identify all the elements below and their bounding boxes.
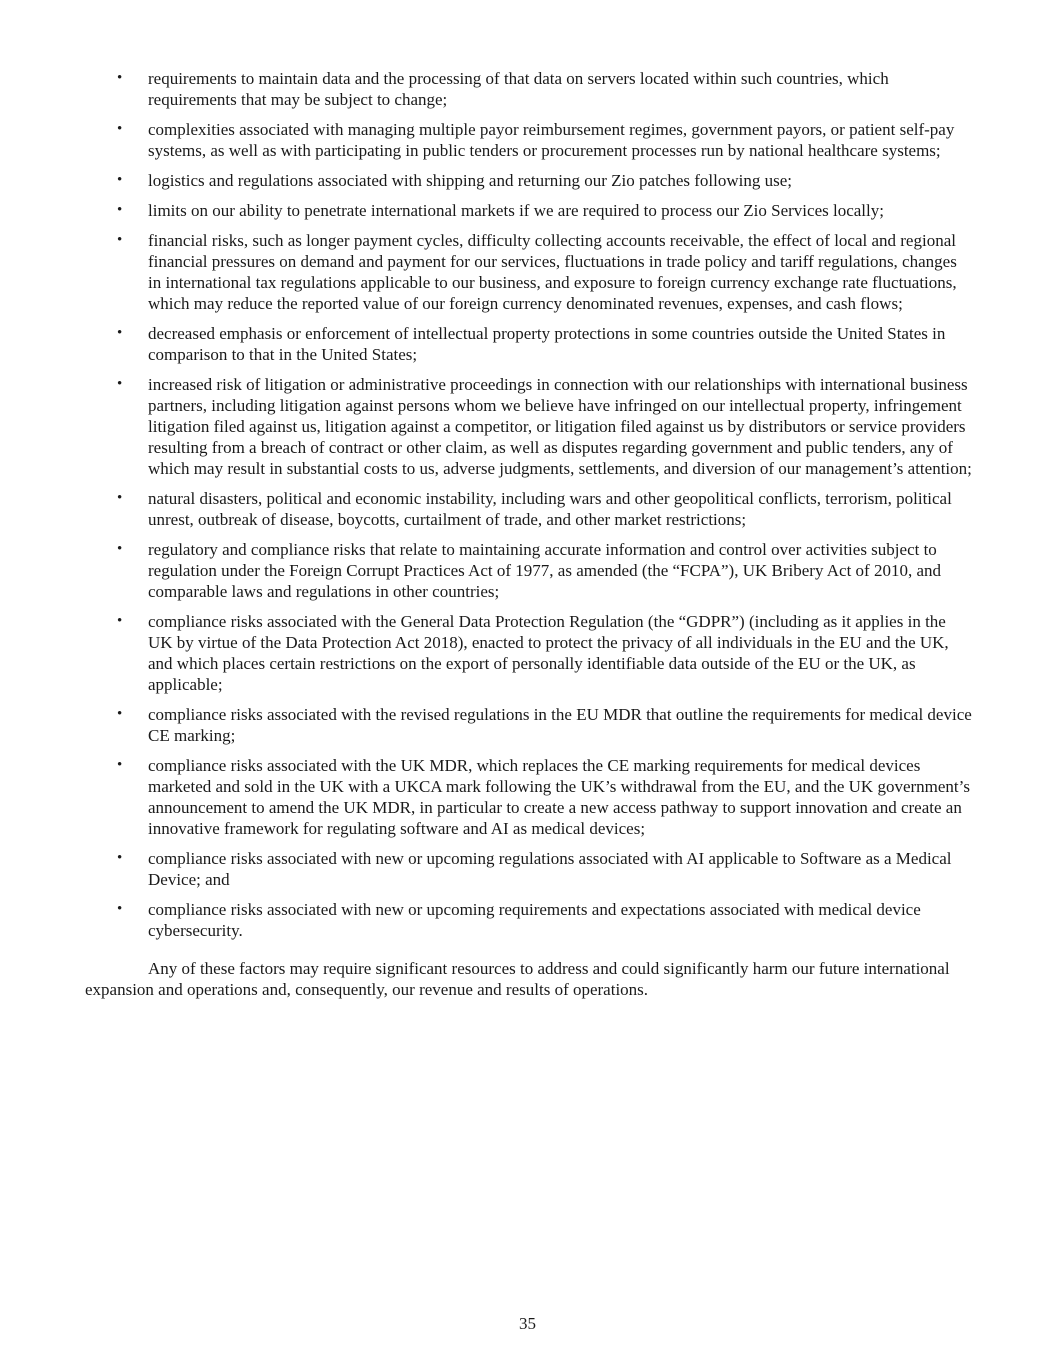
page-content: [85, 68, 973, 1000]
list-item: [85, 374, 973, 479]
bullet-text: logistics and regulations associated with shipping and returning our Zio patches following use;: [148, 171, 792, 190]
bullet-icon: •: [117, 121, 123, 137]
list-item: [85, 170, 973, 191]
bullet-text: compliance risks associated with the revised regulations in the EU MDR that outline the requirements for medical device CE marking;: [148, 705, 972, 745]
bullet-text: compliance risks associated with the UK MDR, which replaces the CE marking requirements for medical devices marketed and sold in the UK with a UKCA mark following the UK’s withdrawal from the EU, and the UK government’s announcement to amend the UK MDR, in particular to create a new access pathway to support innovation and create an innovative framework for regulating software and AI as medical devices;: [148, 756, 970, 838]
bullet-text: complexities associated with managing multiple payor reimbursement regimes, government payors, or patient self-pay systems, as well as with participating in public tenders or procurement processes run by national healthcare systems;: [148, 120, 955, 160]
list-item: [85, 323, 973, 365]
list-item: [85, 539, 973, 602]
bullet-text: compliance risks associated with new or upcoming regulations associated with AI applicable to Software as a Medical Device; and: [148, 849, 952, 889]
bullet-text: natural disasters, political and economic instability, including wars and other geopolitical conflicts, terrorism, political unrest, outbreak of disease, boycotts, curtailment of trade, and other market restrictions;: [148, 489, 952, 529]
bullet-icon: •: [117, 376, 123, 392]
list-item: [85, 755, 973, 839]
list-item: [85, 230, 973, 314]
bullet-text: compliance risks associated with the General Data Protection Regulation (the “GDPR”) (including as it applies in the UK by virtue of the Data Protection Act 2018), enacted to protect the privacy of all individuals in the EU and the UK, and which places certain restrictions on the export of personally identifiable data outside of the EU or the UK, as applicable;: [148, 612, 949, 694]
bullet-icon: •: [117, 541, 123, 557]
bullet-text: regulatory and compliance risks that relate to maintaining accurate information and control over activities subject to regulation under the Foreign Corrupt Practices Act of 1977, as amended (the “FCPA”), UK Bribery Act of 2010, and comparable laws and regulations in other countries;: [148, 540, 942, 601]
list-item: [85, 899, 973, 941]
bullet-icon: •: [117, 757, 123, 773]
closing-paragraph: Any of these factors may require significant resources to address and could significantly harm our future international expansion and operations and, consequently, our revenue and results of operations.: [85, 959, 950, 999]
bullet-text: requirements to maintain data and the processing of that data on servers located within such countries, which requirements that may be subject to change;: [148, 69, 889, 109]
bullet-icon: •: [117, 850, 123, 866]
bullet-icon: •: [117, 172, 123, 188]
bullet-icon: •: [117, 613, 123, 629]
bullet-text: decreased emphasis or enforcement of intellectual property protections in some countries outside the United States in comparison to that in the United States;: [148, 324, 946, 364]
bullet-icon: •: [117, 70, 123, 86]
bullet-icon: •: [117, 490, 123, 506]
bullet-icon: •: [117, 202, 123, 218]
list-item: [85, 68, 973, 110]
list-item: [85, 848, 973, 890]
bullet-text: compliance risks associated with new or upcoming requirements and expectations associated with medical device cybersecurity.: [148, 900, 921, 940]
list-item: [85, 488, 973, 530]
page-number: 35: [519, 1314, 536, 1333]
list-item: [85, 200, 973, 221]
bullet-text: financial risks, such as longer payment cycles, difficulty collecting accounts receivable, the effect of local and regional financial pressures on demand and payment for our services, fluctuations in trade policy and tariff regulations, changes in international tax regulations applicable to our business, and exposure to foreign currency exchange rate fluctuations, which may reduce the reported value of our foreign currency denominated revenues, expenses, and cash flows;: [148, 231, 957, 313]
bullet-icon: •: [117, 901, 123, 917]
list-item: [85, 119, 973, 161]
bullet-text: increased risk of litigation or administrative proceedings in connection with our relationships with international business partners, including litigation against persons whom we believe have infringed on our intellectual property, infringement litigation filed against us, litigation against a competitor, or litigation filed against us by distributors or service providers resulting from a breach of contract or other claim, as well as disputes regarding government and public tenders, any of which may result in substantial costs to us, adverse judgments, settlements, and diversion of our management’s attention;: [148, 375, 972, 478]
list-item: [85, 704, 973, 746]
bullet-icon: •: [117, 232, 123, 248]
bullet-icon: •: [117, 706, 123, 722]
list-item: [85, 611, 973, 695]
bullet-icon: •: [117, 325, 123, 341]
bullet-list: [85, 68, 973, 941]
bullet-text: limits on our ability to penetrate international markets if we are required to process our Zio Services locally;: [148, 201, 884, 220]
